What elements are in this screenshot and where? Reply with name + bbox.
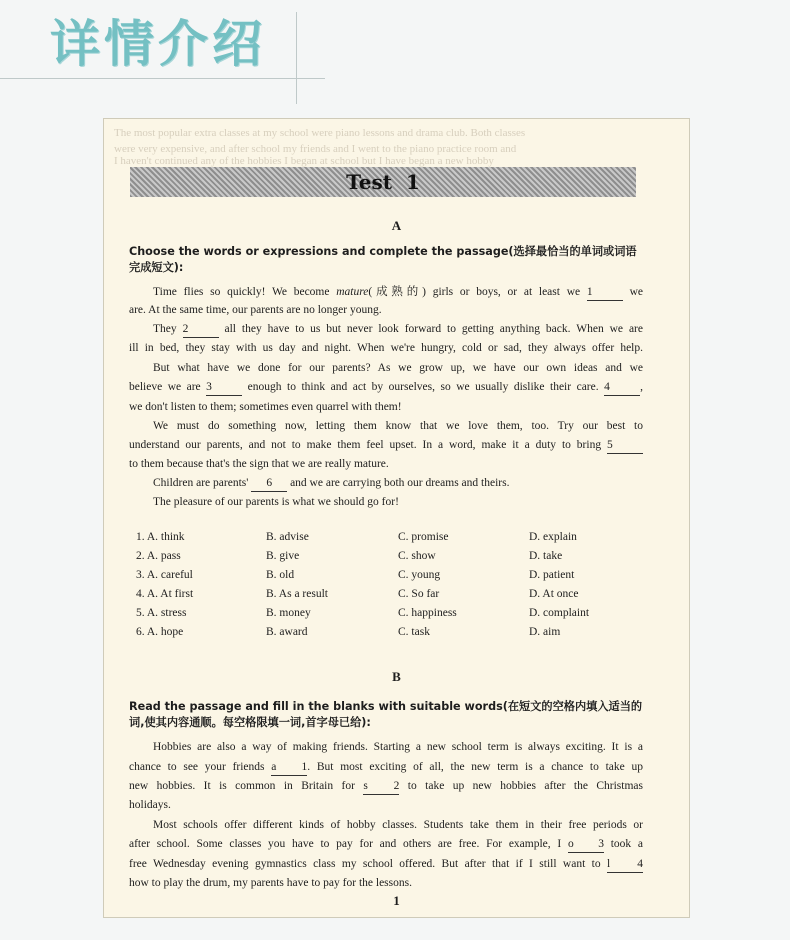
text-run: understand our parents, and not to make them feel upset. In a word, make it a duty to bring — [129, 439, 607, 451]
section-a-heading: A — [391, 218, 402, 233]
passage-line — [129, 437, 643, 454]
page-number: 1 — [393, 893, 400, 908]
text-run: we — [622, 286, 643, 298]
passage-line — [129, 494, 643, 510]
text-run: we don't listen to them; sometimes even quarrel with them! — [129, 401, 402, 413]
passage-line — [129, 379, 643, 396]
passage-line — [129, 759, 643, 776]
passage-line — [129, 360, 643, 376]
passage-line — [129, 399, 643, 415]
passage-line — [129, 456, 643, 472]
option-choice: 5. A. stress — [136, 607, 187, 619]
passage-line — [129, 778, 643, 795]
text-run: took a — [603, 838, 643, 850]
text-run: enough to think and act by ourselves, so we usually dislike their care. — [242, 381, 605, 393]
option-choice: C. So far — [398, 588, 440, 600]
passage-line — [129, 418, 643, 434]
option-choice: D. At once — [529, 588, 579, 600]
show-through-text: The most popular extra classes at my school were piano lessons and drama club. Both classes — [114, 127, 526, 139]
option-choice: 3. A. careful — [136, 569, 193, 581]
option-choice: B. old — [266, 569, 295, 581]
answer-blank: 1 — [587, 284, 623, 301]
test-title: Test 1 — [346, 170, 420, 194]
passage-line — [129, 739, 643, 755]
option-choice: C. young — [398, 569, 441, 581]
option-choice: C. task — [398, 626, 430, 638]
option-choice: B. money — [266, 607, 311, 619]
text-run: to them because that's the sign that we are really mature. — [129, 458, 389, 470]
text-run: are. At the same time, our parents are no longer young. — [129, 304, 382, 316]
passage-line — [129, 817, 643, 833]
text-run: chance to see your friends — [129, 761, 272, 773]
text-run: believe we are — [129, 381, 207, 393]
answer-blank: 6 — [251, 475, 287, 492]
option-choice: C. promise — [398, 531, 449, 543]
text-run: and we are carrying both our dreams and theirs. — [287, 477, 510, 489]
show-through-text: I haven't continued any of the hobbies I began at school but I have began a new hobby — [114, 155, 494, 167]
text-run: The pleasure of our parents is what we should go for! — [153, 496, 399, 508]
passage-line — [129, 836, 643, 853]
answer-blank: o 3 — [568, 836, 604, 853]
passage-line — [129, 856, 643, 873]
answer-blank: s 2 — [363, 778, 399, 795]
header-divider — [0, 78, 325, 79]
answer-blank: 2 — [183, 321, 219, 338]
passage-line — [129, 797, 643, 813]
text-run: But what have we done for our parents? As we grow up, we have our own ideas and we — [153, 362, 643, 374]
answer-blank: a 1 — [271, 759, 307, 776]
text-run: They — [153, 323, 183, 335]
option-choice: C. happiness — [398, 607, 457, 619]
text-run: Most schools offer different kinds of hobby classes. Students take them in their free periods or — [153, 819, 643, 831]
option-choice: D. complaint — [529, 607, 590, 619]
option-choice: B. award — [266, 626, 308, 638]
show-through-text: were very expensive, and after school my friends and I went to the piano practice room and — [114, 143, 517, 155]
answer-blank: 4 — [604, 379, 640, 396]
passage-line — [129, 321, 643, 338]
option-choice: 4. A. At first — [136, 588, 194, 600]
option-choice: D. take — [529, 550, 563, 562]
section-a-instruction: Choose the words or expressions and complete the passage(选择最恰当的单词或词语完成短文): — [129, 245, 637, 274]
passage-line — [129, 475, 643, 492]
passage-line — [129, 284, 643, 301]
text-run: Hobbies are also a way of making friends. Starting a new school term is always exciting. It is a — [153, 741, 643, 753]
text-run: new hobbies. It is common in Britain for — [129, 780, 364, 792]
text-run: all they have to us but never look forward to getting anything back. When we are — [218, 323, 643, 335]
page-header-title: 详情介绍 — [50, 15, 266, 73]
exam-page — [103, 118, 690, 918]
header-vertical-divider — [296, 12, 297, 104]
text-run: free Wednesday evening gymnastics class my school offered. But after that if I still want to — [129, 858, 607, 870]
passage-line — [129, 340, 643, 356]
test-title-banner — [130, 167, 636, 197]
text-run: after school. Some classes you have to pay for and others are free. For example, I — [129, 838, 568, 850]
italic-word: mature — [336, 286, 369, 298]
text-run: to take up new hobbies after the Christmas — [399, 780, 643, 792]
option-choice: B. As a result — [266, 588, 328, 600]
passage-line — [129, 302, 643, 318]
option-choice: B. give — [266, 550, 300, 562]
passage-line — [129, 875, 643, 891]
section-b-heading: B — [392, 669, 401, 684]
text-run: , — [640, 381, 643, 393]
text-run: holidays. — [129, 799, 171, 811]
option-choice: D. explain — [529, 531, 577, 543]
text-run: We must do something now, letting them know that we love them, too. Try our best to — [153, 420, 643, 432]
answer-blank: l 4 — [607, 856, 643, 873]
option-choice: 6. A. hope — [136, 626, 184, 638]
section-b-instruction: Read the passage and fill in the blanks with suitable words(在短文的空格内填入适当的词,使其内容通顺。每空格限填一词,首字母已给): — [129, 700, 643, 729]
option-choice: 2. A. pass — [136, 550, 181, 562]
text-run: Children are parents' — [153, 477, 252, 489]
text-run: . But most exciting of all, the new term is a chance to take up — [307, 761, 643, 773]
answer-blank: 5 — [607, 437, 643, 454]
text-run: (成熟的) girls or boys, or at least we — [368, 286, 587, 298]
answer-blank: 3 — [206, 379, 242, 396]
text-run: ill in bed, they stay with us day and night. When we're hungry, cold or sad, they always offer help. — [129, 342, 643, 354]
option-choice: D. patient — [529, 569, 575, 581]
option-choice: C. show — [398, 550, 436, 562]
option-choice: D. aim — [529, 626, 561, 638]
text-run: how to play the drum, my parents have to pay for the lessons. — [129, 877, 412, 889]
text-run: Time flies so quickly! We become — [153, 286, 337, 298]
option-choice: 1. A. think — [136, 531, 185, 543]
option-choice: B. advise — [266, 531, 309, 543]
